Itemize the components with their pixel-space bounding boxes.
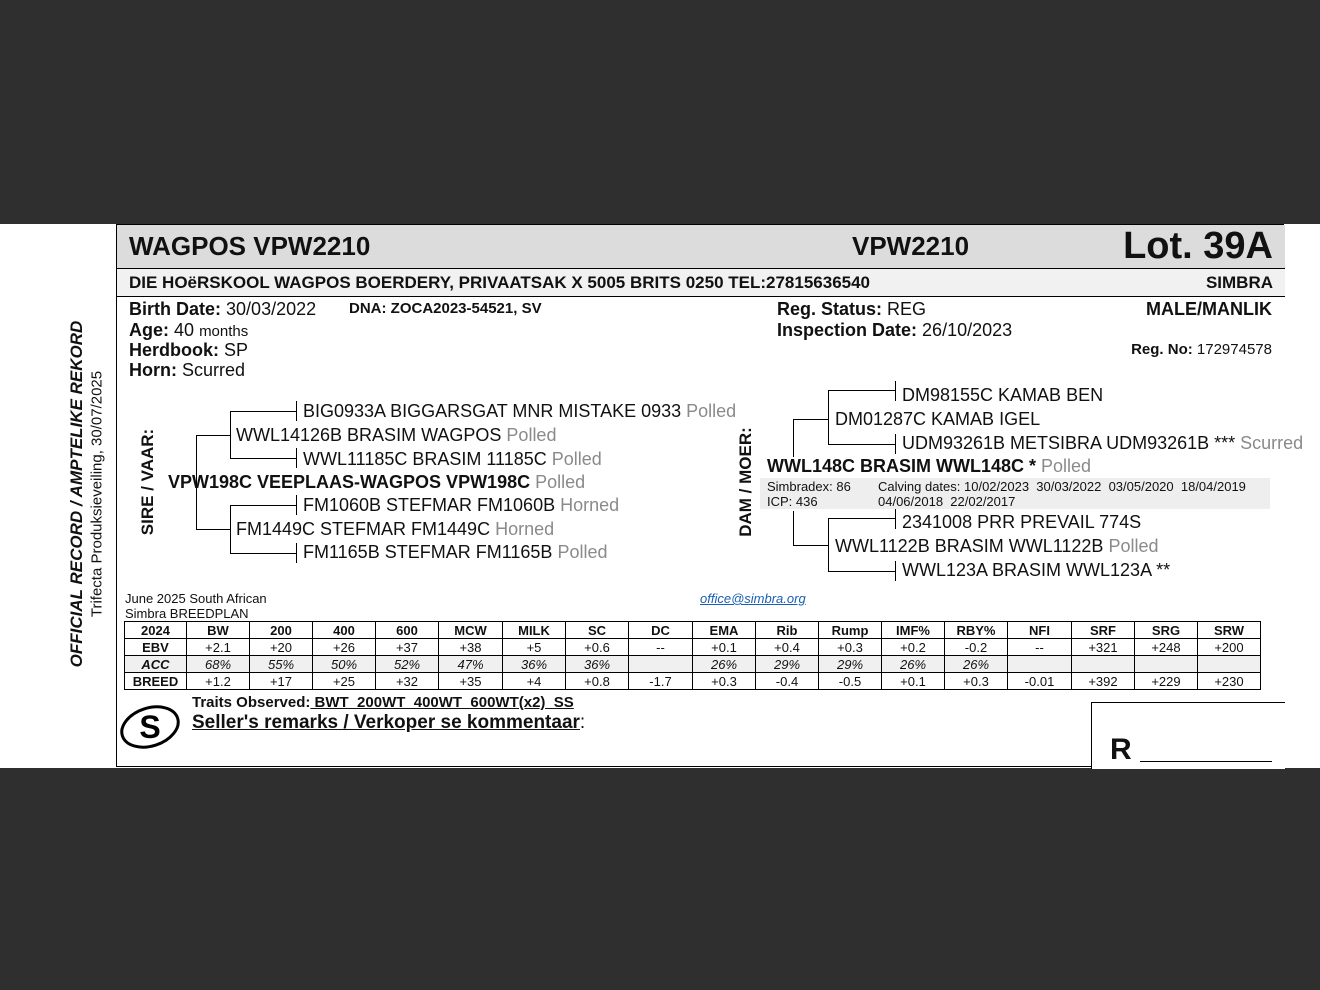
ebv-header-cell: Rib [756, 622, 819, 639]
ebv-cell: +4 [503, 673, 566, 690]
ebv-cell: -0.2 [945, 639, 1008, 656]
dam-dam-sire: 2341008 PRR PREVAIL 774S [902, 512, 1142, 532]
ebv-cell: +0.1 [693, 639, 756, 656]
price-box [1091, 702, 1285, 769]
email-link[interactable]: office@simbra.org [700, 591, 806, 606]
breeder-info: DIE HOëRSKOOL WAGPOS BOERDERY, PRIVAATSAK X 5005 BRITS 0250 TEL:27815636540 [129, 273, 871, 292]
ebv-cell: +0.8 [566, 673, 629, 690]
ebv-cell: BREED [125, 673, 187, 690]
sale-catalogue-sheet: OFFICIAL RECORD / AMPTELIKE REKORD Trifecta Produksieveiling, 30/07/2025 WAGPOS VPW2210 VPW2210 Lot. 39A DIE HOëRSKOOL WAGPOS BOERDERY, PRIVAATSAK X 5005 BRITS 0250 TEL:27815636540 SIMBRA Birth Date: 30/03/2022 DNA: ZOCA2023-54521, SV Age: 40 months Herdbook: SP Horn: Scurred Reg. Status: REG Inspection Date: 26/10/2023 MALE/MANLIK Reg. No: 172974578 SIRE / VAAR: BIG0933A BIGGARSGAT MNR MISTAKE 0933 Polled WWL14126B BRASIM WAGPOS Polled WWL11185C BRASIM 11185C Polled VPW198C VEEPLAAS-WAGPOS VPW198C Polled FM1060B STEFMAR FM1060B Horned FM1449C STEFMAR FM1449C Horned FM1165B STEFMAR FM1165B Polled DAM / MOER: DM98155C KAMAB BEN DM01287C KAMAB IGEL UDM93261B METSIBRA UDM93261B *** Scurred WWL148C BRASIM WWL148C * Polled Simbradex: 86 ICP: 436 Calving dates: 10/02/2023 30/03/2022 03/05/2020 18/04/2019 04/06/2018 22/02/2017 2341008 PRR PREVAIL 774S WWL1122B BRASIM WWL1122B Polled WWL123A BRASIM WWL123A ** June 2025 South African Simbra BREEDPLAN office@simbra.org [0, 224, 1320, 768]
lot-number: Lot. 39A [1123, 225, 1273, 267]
dna-info: DNA: ZOCA2023-54521, SV [349, 300, 542, 317]
ebv-cell: 29% [756, 656, 819, 673]
ebv-cell: -- [629, 639, 693, 656]
ebv-header-cell: MCW [439, 622, 503, 639]
calving-dates-cont: 04/06/2018 22/02/2017 [878, 494, 1016, 509]
sire: VPW198C VEEPLAAS-WAGPOS VPW198C Polled [168, 472, 586, 492]
ebv-cell: +0.4 [756, 639, 819, 656]
ebv-cell: +20 [250, 639, 313, 656]
ebv-cell: +0.3 [693, 673, 756, 690]
dam: WWL148C BRASIM WWL148C * Polled [767, 456, 1092, 476]
ebv-cell [1198, 656, 1261, 673]
ebv-header-row [125, 622, 1261, 639]
breeder-bar [117, 269, 1285, 297]
age: Age: 40 months [129, 320, 249, 340]
ebv-cell: +229 [1135, 673, 1198, 690]
ebv-cell: +1.2 [187, 673, 250, 690]
dam-dam-dam: WWL123A BRASIM WWL123A ** [902, 560, 1171, 580]
inspection-date: Inspection Date: 26/10/2023 [777, 320, 1013, 340]
title-bar [117, 225, 1285, 269]
ebv-cell: +5 [503, 639, 566, 656]
ebv-cell: +25 [313, 673, 376, 690]
ebv-cell: 26% [945, 656, 1008, 673]
seller-remarks: Seller's remarks / Verkoper se kommentaar: [192, 712, 586, 733]
breedplan-line2: Simbra BREEDPLAN [125, 606, 249, 621]
sire-dam-dam: FM1165B STEFMAR FM1165B Polled [303, 542, 608, 562]
reg-status: Reg. Status: REG [777, 299, 927, 319]
animal-name: WAGPOS VPW2210 [129, 231, 371, 261]
ebv-cell: 36% [503, 656, 566, 673]
ebv-cell: +321 [1072, 639, 1135, 656]
svg-text:S: S [139, 709, 161, 745]
ebv-cell [1072, 656, 1135, 673]
ebv-table [124, 621, 1261, 690]
ebv-header-cell: BW [187, 622, 250, 639]
ebv-cell: 26% [882, 656, 945, 673]
price-label: R [1110, 733, 1132, 766]
ebv-header-cell: EMA [693, 622, 756, 639]
ebv-cell [629, 656, 693, 673]
ebv-header-cell: Rump [819, 622, 882, 639]
ebv-cell: +0.3 [819, 639, 882, 656]
calving-dates: Calving dates: 10/02/2023 30/03/2022 03/05/2020 18/04/2019 [878, 479, 1246, 494]
ebv-header-cell: SC [566, 622, 629, 639]
acc-row [125, 656, 1261, 673]
ebv-cell: +0.2 [882, 639, 945, 656]
ebv-cell: 52% [376, 656, 439, 673]
dam-sire-dam: UDM93261B METSIBRA UDM93261B *** Scurred [902, 433, 1304, 453]
ebv-cell: +248 [1135, 639, 1198, 656]
ebv-header-cell: 2024 [125, 622, 187, 639]
ebv-cell: +200 [1198, 639, 1261, 656]
ebv-cell: +26 [313, 639, 376, 656]
ebv-cell: -0.5 [819, 673, 882, 690]
ebv-header-cell: DC [629, 622, 693, 639]
birth-date: Birth Date: 30/03/2022 [129, 299, 317, 319]
ebv-cell: +35 [439, 673, 503, 690]
horn-status: Horn: Scurred [129, 360, 246, 380]
herdbook: Herdbook: SP [129, 340, 249, 360]
icp: ICP: 436 [767, 494, 818, 509]
ebv-header-cell: 400 [313, 622, 376, 639]
ebv-cell: +32 [376, 673, 439, 690]
breedplan-line1: June 2025 South African [125, 591, 267, 606]
ebv-cell: 36% [566, 656, 629, 673]
traits-observed: Traits Observed: BWT 200WT 400WT 600WT(x2) SS [192, 694, 574, 711]
ebv-header-cell: SRW [1198, 622, 1261, 639]
ebv-header-cell: NFI [1008, 622, 1072, 639]
ebv-header-cell: IMF% [882, 622, 945, 639]
sire-sire: WWL14126B BRASIM WAGPOS Polled [236, 425, 557, 445]
dam-dam: WWL1122B BRASIM WWL1122B Polled [835, 536, 1159, 556]
ebv-cell: -- [1008, 639, 1072, 656]
ebv-header-cell: MILK [503, 622, 566, 639]
ebv-cell: +392 [1072, 673, 1135, 690]
dam-sire: DM01287C KAMAB IGEL [835, 409, 1041, 429]
ebv-cell: 55% [250, 656, 313, 673]
ebv-cell [1135, 656, 1198, 673]
ebv-cell: -1.7 [629, 673, 693, 690]
ebv-cell [1008, 656, 1072, 673]
ebv-cell: +2.1 [187, 639, 250, 656]
ebv-header-cell: 200 [250, 622, 313, 639]
ebv-cell: 47% [439, 656, 503, 673]
sex: MALE/MANLIK [1146, 299, 1272, 319]
breed-name: SIMBRA [1205, 273, 1273, 292]
simbra-logo [118, 700, 190, 754]
ebv-header-cell: SRG [1135, 622, 1198, 639]
ebv-cell: +0.1 [882, 673, 945, 690]
ebv-cell: 29% [819, 656, 882, 673]
ebv-cell: 26% [693, 656, 756, 673]
sire-sire-sire: BIG0933A BIGGARSGAT MNR MISTAKE 0933 Polled [303, 401, 737, 421]
ebv-cell: 68% [187, 656, 250, 673]
breed-row [125, 673, 1261, 690]
ebv-cell: +38 [439, 639, 503, 656]
ebv-cell: +17 [250, 673, 313, 690]
ebv-header-cell: RBY% [945, 622, 1008, 639]
ebv-cell: +0.3 [945, 673, 1008, 690]
sire-dam: FM1449C STEFMAR FM1449C Horned [236, 519, 555, 539]
ebv-cell: +37 [376, 639, 439, 656]
reg-no: Reg. No: 172974578 [1131, 341, 1272, 358]
ebv-cell: EBV [125, 639, 187, 656]
ebv-cell: -0.4 [756, 673, 819, 690]
ebv-cell: 50% [313, 656, 376, 673]
sire-dam-sire: FM1060B STEFMAR FM1060B Horned [303, 495, 620, 515]
dam-sire-sire: DM98155C KAMAB BEN [902, 385, 1104, 405]
ebv-cell: +230 [1198, 673, 1261, 690]
ebv-cell: -0.01 [1008, 673, 1072, 690]
sire-sire-dam: WWL11185C BRASIM 11185C Polled [303, 449, 602, 469]
animal-id: VPW2210 [852, 231, 970, 261]
ebv-row [125, 639, 1261, 656]
price-line[interactable] [1140, 761, 1272, 762]
ebv-header-cell: 600 [376, 622, 439, 639]
ebv-header-cell: SRF [1072, 622, 1135, 639]
ebv-cell: ACC [125, 656, 187, 673]
simbradex: Simbradex: 86 [767, 479, 851, 494]
ebv-cell: +0.6 [566, 639, 629, 656]
